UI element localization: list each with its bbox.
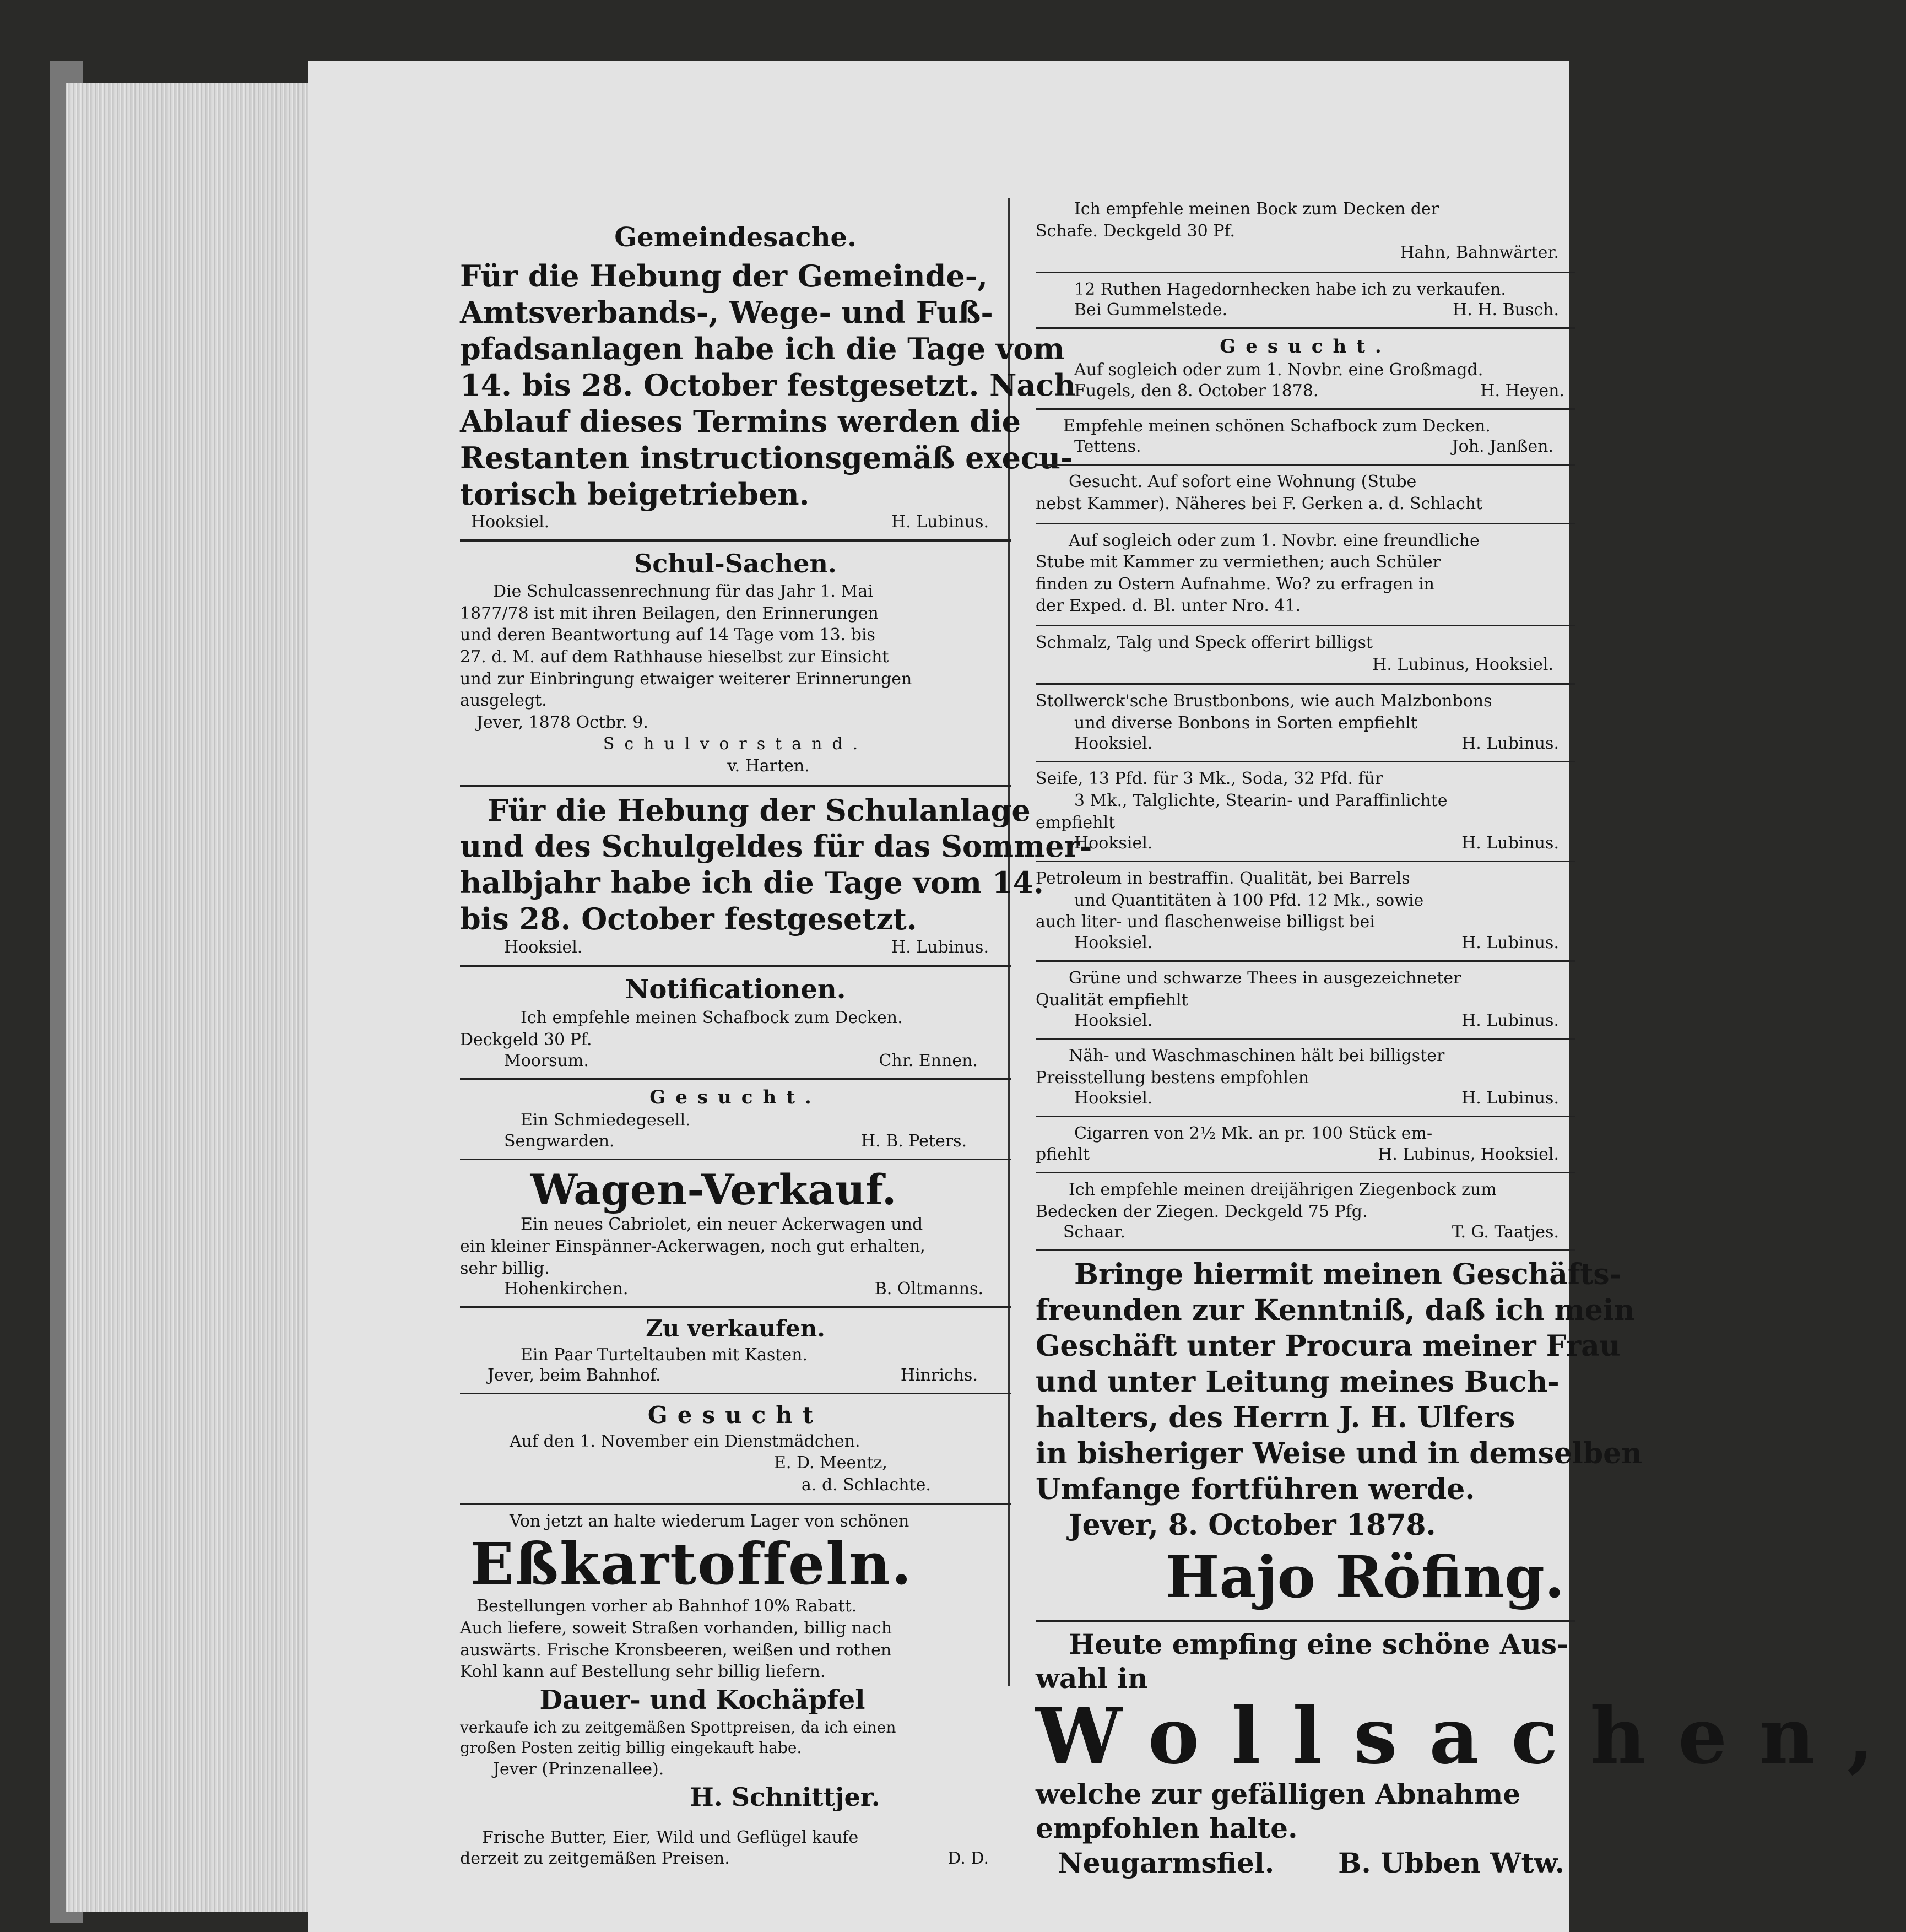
hecken-signer: H. H. Busch. [1453,300,1559,320]
gesucht-heading: Gesucht. [649,1086,821,1108]
wagen-signer: B. Oltmanns. [874,1279,983,1299]
seife-place: Hooksiel. [1074,834,1153,853]
thees-line: Qualität empfiehlt [1036,990,1188,1010]
ad-wohnung [1036,466,1575,524]
brustbonbons-line: Stollwerck'sche Brustbonbons, wie auch Malzbonbons [1036,691,1492,711]
petroleum-place: Hooksiel. [1074,933,1153,953]
kartoffeln-heading: Eßkartoffeln. [470,1530,913,1598]
wollsachen-line: welche zur gefälligen Abnahme [1036,1777,1521,1810]
schulsachen-line: und deren Beantwortung auf 14 Tage vom 13. bis [460,625,875,645]
schmalz-line: Schmalz, Talg und Speck offerirt billigst [1036,633,1373,652]
naehmaschinen-signer: H. Lubinus. [1461,1089,1559,1108]
hecken-line: 12 Ruthen Hagedornhecken habe ich zu verkaufen. [1074,279,1506,299]
schulsachen-signer: Schulvorstand. [603,734,868,754]
ad-petroleum [1036,862,1575,962]
gesucht-place: Fugels, den 8. October 1878. [1074,381,1319,401]
schafbock-signer: Joh. Janßen. [1452,437,1553,457]
gemeindesache-heading: Gemeindesache. [614,222,857,253]
book-page-edges [66,83,327,1912]
wagen-place: Hohenkirchen. [504,1279,629,1299]
kartoffeln-intro: Von jetzt an halte wiederum Lager von schönen [510,1512,909,1531]
kartoffeln-line: auswärts. Frische Kronsbeeren, weißen und rothen [460,1640,892,1660]
ad-schmalz [1036,626,1575,685]
schulsachen-line: und zur Einbringung etwaiger weiterer Erinnerungen [460,669,912,689]
ad-hecken [1036,273,1575,329]
cigarren-line: Cigarren von 2½ Mk. an pr. 100 Stück em- [1074,1124,1433,1144]
kartoffeln-subheading: Dauer- und Kochäpfel [539,1684,865,1715]
wohnung-line: nebst Kammer). Näheres bei F. Gerken a. d. Schlacht [1036,494,1483,514]
butter-line: derzeit zu zeitgemäßen Preisen. [460,1849,730,1869]
schulanlage-signature [460,938,1011,957]
ziegenbock-place: Schaar. [1063,1222,1126,1242]
newspaper-page [308,61,1906,1932]
verkaufen-place: Jever, beim Bahnhof. [488,1366,661,1386]
geschaeft-line: und unter Leitung meines Buch- [1036,1365,1560,1399]
schulanlage-line: bis 28. October festgesetzt. [460,901,917,937]
gesucht-heading: Gesucht [647,1401,824,1429]
schulsachen-line: ausgelegt. [460,691,547,711]
wagen-signature [460,1279,1011,1298]
petroleum-line: Petroleum in bestraffin. Qualität, bei Barrels [1036,869,1410,889]
gemeindesache-line: Ablauf dieses Termins werden die [460,403,1021,439]
geschaeft-line: Geschäft unter Procura meiner Frau [1036,1329,1621,1363]
gesucht-line: Auf sogleich oder zum 1. Novbr. eine Großmagd. [1074,360,1483,380]
schulsachen-signer: v. Harten. [727,756,810,776]
verkaufen-line: Ein Paar Turteltauben mit Kasten. [521,1345,808,1365]
thees-place: Hooksiel. [1074,1011,1153,1031]
petroleum-signer: H. Lubinus. [1461,933,1559,953]
notificationen-place: Moorsum. [504,1051,589,1070]
brustbonbons-line: und diverse Bonbons in Sorten empfiehlt [1074,713,1418,733]
naehmaschinen-signature [1036,1089,1575,1108]
schulanlage-place: Hooksiel. [504,938,583,957]
ad-stube [1036,524,1575,626]
petroleum-line: und Quantitäten à 100 Pfd. 12 Mk., sowie [1074,890,1424,910]
kartoffeln-place: Jever (Prinzenallee). [493,1760,664,1779]
ad-butter [460,1821,1011,1876]
wollsachen-line: Heute empfing eine schöne Aus- [1069,1627,1568,1660]
geschaeft-line: Umfange fortführen werde. [1036,1473,1475,1507]
gesucht-line: Auf den 1. November ein Dienstmädchen. [510,1431,860,1451]
thees-line: Grüne und schwarze Thees in ausgezeichneter [1069,968,1461,988]
ad-ziegenbock [1036,1173,1575,1251]
seife-line: Seife, 13 Pfd. für 3 Mk., Soda, 32 Pfd. für [1036,769,1383,789]
ad-naehmaschinen [1036,1040,1575,1117]
schulsachen-line: 1877/78 ist mit ihren Beilagen, den Erinnerungen [460,603,879,623]
geschaeft-date: Jever, 8. October 1878. [1069,1508,1436,1543]
ad-esskartoffeln [460,1505,1011,1821]
wollsachen-line: empfohlen halte. [1036,1812,1298,1845]
hecken-place: Bei Gummelstede. [1074,300,1228,320]
geschaeft-line: Bringe hiermit meinen Geschäfts- [1074,1258,1622,1292]
schulanlage-line: halbjahr habe ich die Tage vom 14. [460,865,1044,901]
verkaufen-heading: Zu verkaufen. [646,1315,825,1343]
cigarren-place: pfiehlt [1036,1144,1090,1164]
geschaeft-line: freunden zur Kenntniß, daß ich mein [1036,1294,1635,1328]
gesucht-signer: E. D. Meentz, [774,1453,887,1473]
gesucht-line: Ein Schmiedegesell. [521,1111,691,1130]
wagen-line: ein kleiner Einspänner-Ackerwagen, noch gut erhalten, [460,1237,925,1257]
kartoffeln-line: verkaufe ich zu zeitgemäßen Spottpreisen, da ich einen [460,1718,896,1737]
gesucht-heading: Gesucht. [1220,335,1391,358]
bock-signer: Hahn, Bahnwärter. [1400,243,1559,263]
naehmaschinen-place: Hooksiel. [1074,1089,1153,1108]
gesucht-signer: a. d. Schlachte. [802,1475,931,1495]
wohnung-line: Gesucht. Auf sofort eine Wohnung (Stube [1069,472,1417,492]
wagen-line: Ein neues Cabriolet, ein neuer Ackerwagen und [521,1215,923,1235]
notificationen-signer: Chr. Ennen. [879,1051,978,1070]
stube-line: der Exped. d. Bl. unter Nro. 41. [1036,596,1301,616]
wollsachen-signature [1036,1846,1575,1881]
stube-line: finden zu Ostern Aufnahme. Wo? zu erfragen in [1036,574,1434,594]
notificationen-line: Ich empfehle meinen Schafbock zum Decken. [521,1008,903,1028]
ad-brustbonbons [1036,685,1575,762]
naehmaschinen-line: Näh- und Waschmaschinen hält bei billigster [1069,1046,1445,1066]
ad-wollsachen [1036,1622,1906,1888]
seife-signer: H. Lubinus. [1461,834,1559,853]
wollsachen-heading: Wollsachen, [1036,1691,1906,1782]
schulanlage-signer: H. Lubinus. [891,938,989,957]
thees-signer: H. Lubinus. [1461,1011,1559,1031]
schulsachen-heading: Schul-Sachen. [634,549,837,579]
wagen-line: sehr billig. [460,1258,550,1278]
hecken-signature [1036,300,1575,320]
wollsachen-place: Neugarmsfiel. [1058,1846,1275,1879]
geschaeft-line: halters, des Herrn J. H. Ulfers [1036,1401,1515,1435]
wagen-heading: Wagen-Verkauf. [530,1165,897,1215]
schulanlage-line: und des Schulgeldes für das Sommer- [460,829,1092,864]
ad-geschaeft [1036,1251,1643,1622]
gemeindesache-signature [460,512,1011,532]
notificationen-line: Deckgeld 30 Pf. [460,1030,592,1049]
schafbock-line: Empfehle meinen schönen Schafbock zum Decken. [1063,416,1491,436]
gesucht-place: Sengwarden. [504,1132,615,1151]
brustbonbons-signature [1036,734,1575,753]
kartoffeln-signer: H. Schnittjer. [690,1782,880,1812]
ad-schulsachen [460,542,1011,787]
ad-seife [1036,762,1575,862]
ziegenbock-signature [1036,1222,1575,1242]
cigarren-signature [1036,1145,1575,1164]
verkaufen-signer: Hinrichs. [900,1366,978,1386]
wollsachen-signer: B. Ubben Wtw. [1338,1846,1564,1879]
ziegenbock-line: Ich empfehle meinen dreijährigen Ziegenbock zum [1069,1179,1497,1199]
ad-schafbock [1036,410,1575,466]
ad-wagen-verkauf [460,1160,1011,1308]
ad-notificationen [460,967,1011,1080]
thees-signature [1036,1011,1575,1030]
gesucht-signature [460,1132,1011,1151]
gemeindesache-line: Restanten instructionsgemäß execu- [460,440,1073,475]
schulsachen-line: Die Schulcassenrechnung für das Jahr 1. Mai [493,582,873,602]
notificationen-heading: Notificationen. [625,974,846,1005]
schmalz-signer: H. Lubinus, Hooksiel. [1372,654,1553,674]
seife-line: 3 Mk., Talglichte, Stearin- und Paraffinlichte [1074,791,1448,810]
brustbonbons-signer: H. Lubinus. [1461,734,1559,754]
schulsachen-line: 27. d. M. auf dem Rathhause hieselbst zur Einsicht [460,647,889,667]
ad-gesucht-schmiedegesell [460,1080,1011,1160]
gemeindesache-place: Hooksiel. [471,512,550,532]
butter-signature [460,1849,1011,1868]
gemeindesache-line: 14. bis 28. October festgesetzt. Nach [460,367,1076,403]
gesucht-signer: H. B. Peters. [860,1132,967,1151]
naehmaschinen-line: Preisstellung bestens empfohlen [1036,1068,1309,1087]
wollsachen-line: wahl in [1036,1662,1148,1695]
kartoffeln-line: Kohl kann auf Bestellung sehr billig liefern. [460,1662,826,1682]
gemeindesache-line: Amtsverbands-, Wege- und Fuß- [460,295,993,331]
gesucht-signer: H. Heyen. [1480,381,1564,401]
bock-line: Ich empfehle meinen Bock zum Decken der [1074,199,1439,219]
stube-line: Stube mit Kammer zu vermiethen; auch Schüler [1036,553,1441,572]
ad-zu-verkaufen [460,1308,1011,1394]
ad-cigarren [1036,1117,1575,1173]
schulanlage-line: Für die Hebung der Schulanlage [488,792,1031,828]
seife-line: empfiehlt [1036,813,1116,832]
butter-line: Frische Butter, Eier, Wild und Geflügel kaufe [482,1828,859,1848]
gemeindesache-signer: H. Lubinus. [891,512,989,532]
stube-line: Auf sogleich oder zum 1. Novbr. eine freundliche [1069,531,1480,550]
kartoffeln-line: Bestellungen vorher ab Bahnhof 10% Rabatt. [476,1597,857,1616]
schulsachen-date: Jever, 1878 Octbr. 9. [476,712,648,732]
cigarren-signer: H. Lubinus, Hooksiel. [1378,1144,1559,1164]
verkaufen-signature [460,1366,1011,1385]
seife-signature [1036,834,1575,853]
ad-gesucht-grossmagd [1036,329,1575,409]
schafbock-place: Tettens. [1074,437,1141,457]
petroleum-line: auch liter- und flaschenweise billigst bei [1036,912,1375,932]
geschaeft-signer: Hajo Röfing. [1165,1543,1564,1611]
brustbonbons-place: Hooksiel. [1074,734,1153,754]
gemeindesache-line: torisch beigetrieben. [460,476,810,512]
right-column [1036,193,1906,1888]
butter-signer: D. D. [947,1849,989,1869]
ziegenbock-signer: T. G. Taatjes. [1452,1222,1559,1242]
petroleum-signature [1036,933,1575,953]
ziegenbock-line: Bedecken der Ziegen. Deckgeld 75 Pfg. [1036,1202,1368,1221]
kartoffeln-line: Auch liefere, soweit Straßen vorhanden, billig nach [460,1619,892,1638]
schafbock-signature [1036,437,1575,456]
bock-line: Schafe. Deckgeld 30 Pf. [1036,221,1236,241]
gesucht-signature [1036,381,1575,401]
ad-gesucht-dienstmaedchen [460,1394,1011,1505]
notificationen-signature [460,1051,1011,1070]
ad-gemeindesache [460,215,1076,542]
ad-thees [1036,962,1575,1040]
geschaeft-line: in bisheriger Weise und in demselben [1036,1437,1643,1471]
kartoffeln-line: großen Posten zeitig billig eingekauft habe. [460,1739,802,1757]
gemeindesache-line: pfadsanlagen habe ich die Tage vom [460,331,1065,367]
gemeindesache-line: Für die Hebung der Gemeinde-, [460,258,988,294]
ad-bock [1036,193,1575,273]
